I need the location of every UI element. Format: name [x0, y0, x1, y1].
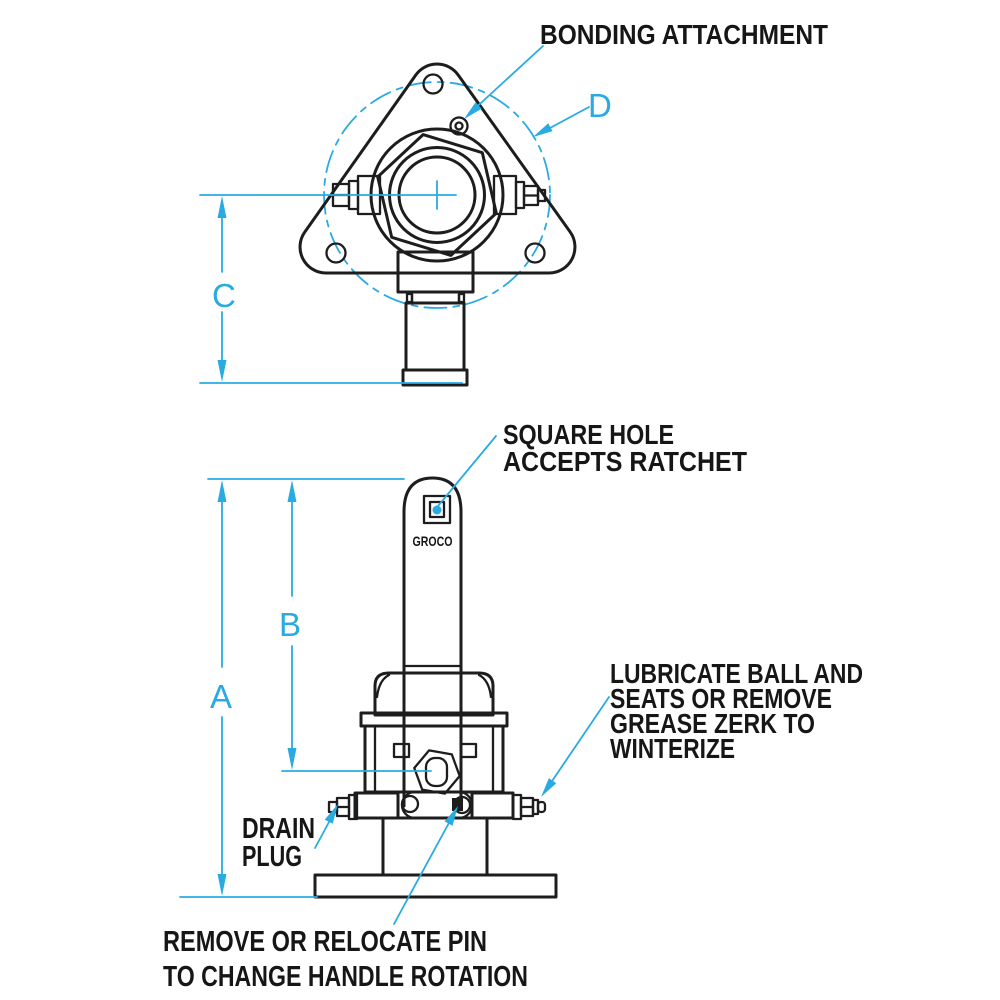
- dim-c-arrow-up: [218, 196, 227, 218]
- callout-drain-plug: [242, 804, 338, 873]
- base-neck: [383, 818, 487, 875]
- handle-pin-slot: [402, 792, 472, 818]
- dim-c-label: C: [212, 277, 236, 314]
- leader-square-hole: [438, 436, 496, 506]
- remove-pin-label-line1: REMOVE OR RELOCATE PIN: [163, 926, 487, 958]
- zerk-nipple: [538, 802, 545, 812]
- stop-pin: [452, 798, 463, 811]
- grease-zerk-fitting: [513, 795, 545, 819]
- tailpipe: [406, 303, 464, 370]
- square-hole-label-line1: SQUARE HOLE: [503, 419, 674, 450]
- dim-c: [200, 196, 462, 383]
- dim-a-arrow-down: [218, 874, 227, 896]
- leader-lubricate-arrow: [541, 778, 556, 797]
- lubricate-label-line4: WINTERIZE: [610, 733, 735, 764]
- callout-d: [533, 87, 612, 137]
- dim-d-label: D: [588, 87, 612, 124]
- leader-d: [550, 107, 589, 128]
- bolt-hole-top: [424, 75, 443, 94]
- dim-b-arrow-down: [288, 748, 297, 770]
- adapter-notch-right: [459, 294, 464, 302]
- callout-lubricate: [541, 658, 863, 797]
- square-hole-label-line2: ACCEPTS RATCHET: [503, 446, 747, 477]
- leader-lubricate: [546, 697, 609, 790]
- dim-a-arrow-up: [218, 480, 227, 502]
- adapter-step: [412, 292, 459, 303]
- leader-remove-pin-arrow: [445, 806, 459, 826]
- packing-cap: [375, 673, 493, 715]
- handle-stop-tab-left: [394, 744, 409, 757]
- packing-cap-chamfer-left: [377, 675, 389, 697]
- callout-remove-pin: [163, 806, 528, 993]
- stem-zerk-oval: [426, 758, 447, 786]
- bonding-label: BONDING ATTACHMENT: [540, 19, 828, 50]
- leader-square-hole-dot: [433, 506, 442, 515]
- bolt-ear-right: [472, 793, 513, 818]
- callout-square-hole: [433, 419, 748, 515]
- adapter-notch-left: [407, 294, 412, 302]
- dim-b-label: B: [279, 606, 302, 643]
- mounting-flange-base: [315, 875, 556, 897]
- remove-pin-label-line2: TO CHANGE HANDLE ROTATION: [163, 961, 528, 993]
- leader-d-arrow: [533, 123, 553, 137]
- side-view: [315, 478, 556, 897]
- drain-label-line1: DRAIN: [242, 813, 315, 845]
- stem-nut-hex: [414, 750, 459, 793]
- callout-bonding: [464, 19, 828, 119]
- lubricate-label-line2: SEATS OR REMOVE: [610, 683, 832, 714]
- packing-cap-chamfer-right: [479, 675, 491, 697]
- bolt-ear-left: [355, 793, 398, 818]
- bolt-plate-right: [494, 176, 516, 214]
- drain-label-line2: PLUG: [242, 841, 302, 873]
- lubricate-label-line1: LUBRICATE BALL AND: [610, 658, 863, 689]
- dim-c-arrow-down: [218, 360, 227, 382]
- lubricate-label-line3: GREASE ZERK TO: [610, 708, 815, 739]
- bolt-washer-right: [516, 182, 524, 208]
- dim-a-label: A: [210, 678, 233, 715]
- dim-b-arrow-up: [288, 480, 297, 502]
- handle-stop-tab-right: [461, 744, 476, 757]
- leader-bonding: [470, 46, 543, 113]
- leader-remove-pin: [394, 821, 450, 924]
- bonding-ring-hole: [456, 123, 463, 130]
- handle-brand-text: GROCO: [412, 533, 453, 549]
- leader-drain: [315, 822, 329, 848]
- top-view: [200, 64, 575, 385]
